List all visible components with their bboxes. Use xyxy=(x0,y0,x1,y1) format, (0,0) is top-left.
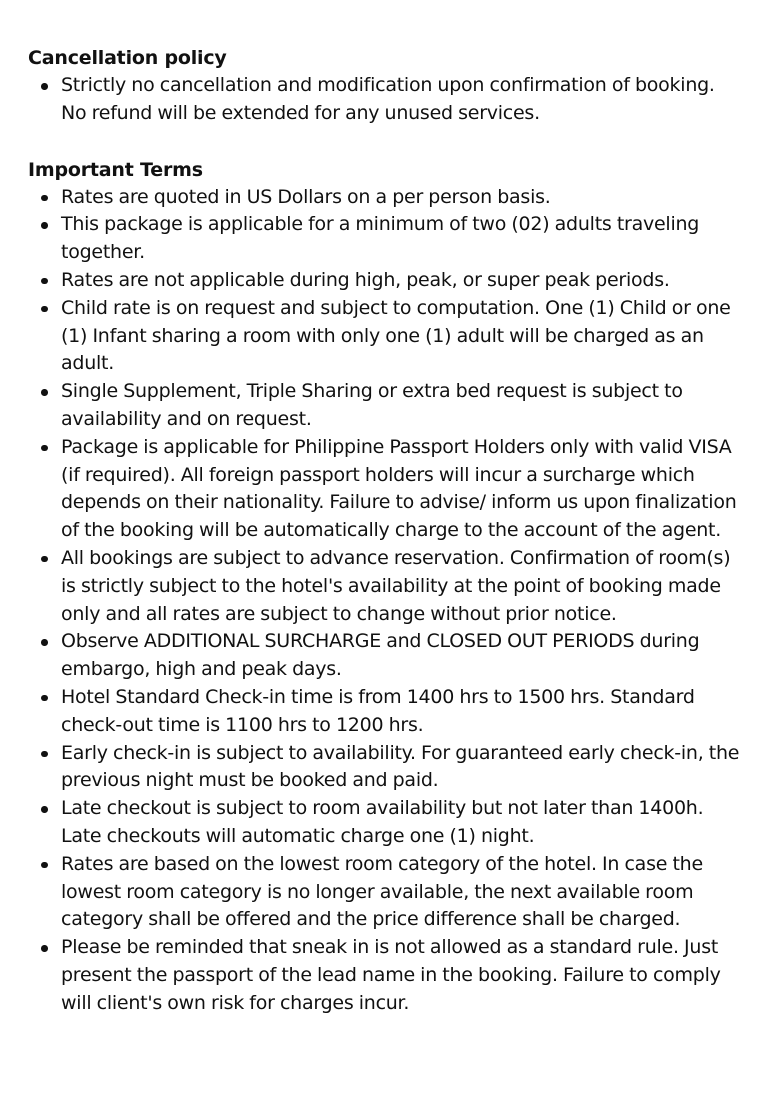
list-item: Late checkout is subject to room availability but not later than 1400h. Late checkouts will automatic charge one (1) night. xyxy=(28,795,744,851)
list-item: Strictly no cancellation and modification upon confirmation of booking. No refund will be extended for any unused services. xyxy=(28,72,744,128)
cancellation-policy-list xyxy=(28,72,744,128)
list-item: Observe ADDITIONAL SURCHARGE and CLOSED OUT PERIODS during embargo, high and peak days. xyxy=(28,628,744,684)
cancellation-policy-heading: Cancellation policy xyxy=(28,47,227,69)
important-terms-heading: Important Terms xyxy=(28,158,203,181)
list-item: Package is applicable for Philippine Passport Holders only with valid VISA (if required). All foreign passport holders will incur a surcharge which depends on their nationality. Failure to advise/ inform us upon finalization of the booking will be automatically charge to the account of the agent. xyxy=(28,434,744,545)
list-item: Single Supplement, Triple Sharing or extra bed request is subject to availability and on request. xyxy=(28,378,744,434)
list-item: Child rate is on request and subject to computation. One (1) Child or one (1) Infant sharing a room with only one (1) adult will be charged as an adult. xyxy=(28,295,744,378)
important-terms-list xyxy=(28,184,744,1018)
list-item: Rates are not applicable during high, peak, or super peak periods. xyxy=(28,267,744,295)
list-item: Rates are quoted in US Dollars on a per person basis. xyxy=(28,184,744,212)
list-item: Hotel Standard Check-in time is from 1400 hrs to 1500 hrs. Standard check-out time is 1100 hrs to 1200 hrs. xyxy=(28,684,744,740)
list-item: All bookings are subject to advance reservation. Confirmation of room(s) is strictly subject to the hotel's availability at the point of booking made only and all rates are subject to change without prior notice. xyxy=(28,545,744,628)
list-item: Early check-in is subject to availability. For guaranteed early check-in, the previous night must be booked and paid. xyxy=(28,740,744,796)
list-item: This package is applicable for a minimum of two (02) adults traveling together. xyxy=(28,211,744,267)
list-item: Please be reminded that sneak in is not allowed as a standard rule. Just present the passport of the lead name in the booking. Failure to comply will client's own risk for charges incur. xyxy=(28,934,744,1017)
list-item: Rates are based on the lowest room category of the hotel. In case the lowest room category is no longer available, the next available room category shall be offered and the price difference shall be charged. xyxy=(28,851,744,934)
section-spacer xyxy=(28,128,744,156)
